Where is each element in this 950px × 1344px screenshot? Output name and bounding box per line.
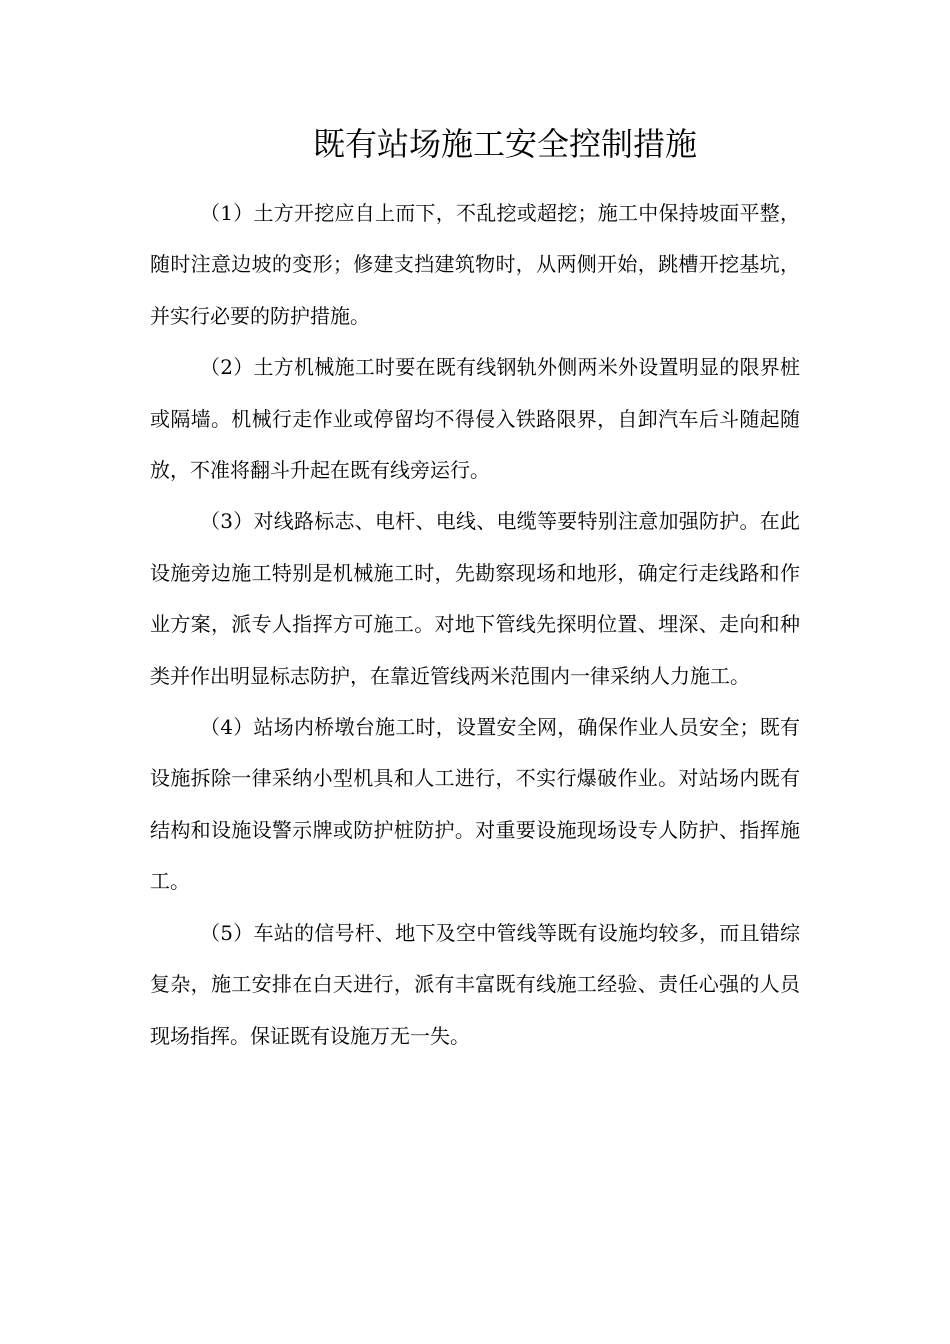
paragraph-2: （2）土方机械施工时要在既有线钢轨外侧两米外设置明显的限界桩或隔墙。机械行走作业或停留均不得侵入铁路限界，自卸汽车后斗随起随放，不准将翻斗升起在既有线旁运行。 [150,355,800,483]
paragraph-4: （4）站场内桥墩台施工时，设置安全网，确保作业人员安全；既有设施拆除一律采纳小型机具和人工进行，不实行爆破作业。对站场内既有结构和设施设警示牌或防护桩防护。对重要设施现场设专人防护、指挥施工。 [150,715,800,894]
paragraph-3: （3）对线路标志、电杆、电线、电缆等要特别注意加强防护。在此设施旁边施工特别是机械施工时，先勘察现场和地形，确定行走线路和作业方案，派专人指挥方可施工。对地下管线先探明位置、埋深、走向和种类并作出明显标志防护，在靠近管线两米范围内一律采纳人力施工。 [150,509,800,688]
document-title: 既有站场施工安全控制措施 [312,125,697,163]
paragraph-5: （5）车站的信号杆、地下及空中管线等既有设施均较多，而且错综复杂，施工安排在白天进行，派有丰富既有线施工经验、责任心强的人员现场指挥。保证既有设施万无一失。 [150,920,800,1048]
paragraph-1: （1）土方开挖应自上而下，不乱挖或超挖；施工中保持坡面平整，随时注意边坡的变形；修建支挡建筑物时，从两侧开始，跳槽开挖基坑，并实行必要的防护措施。 [150,201,800,328]
document-body [150,188,800,1062]
